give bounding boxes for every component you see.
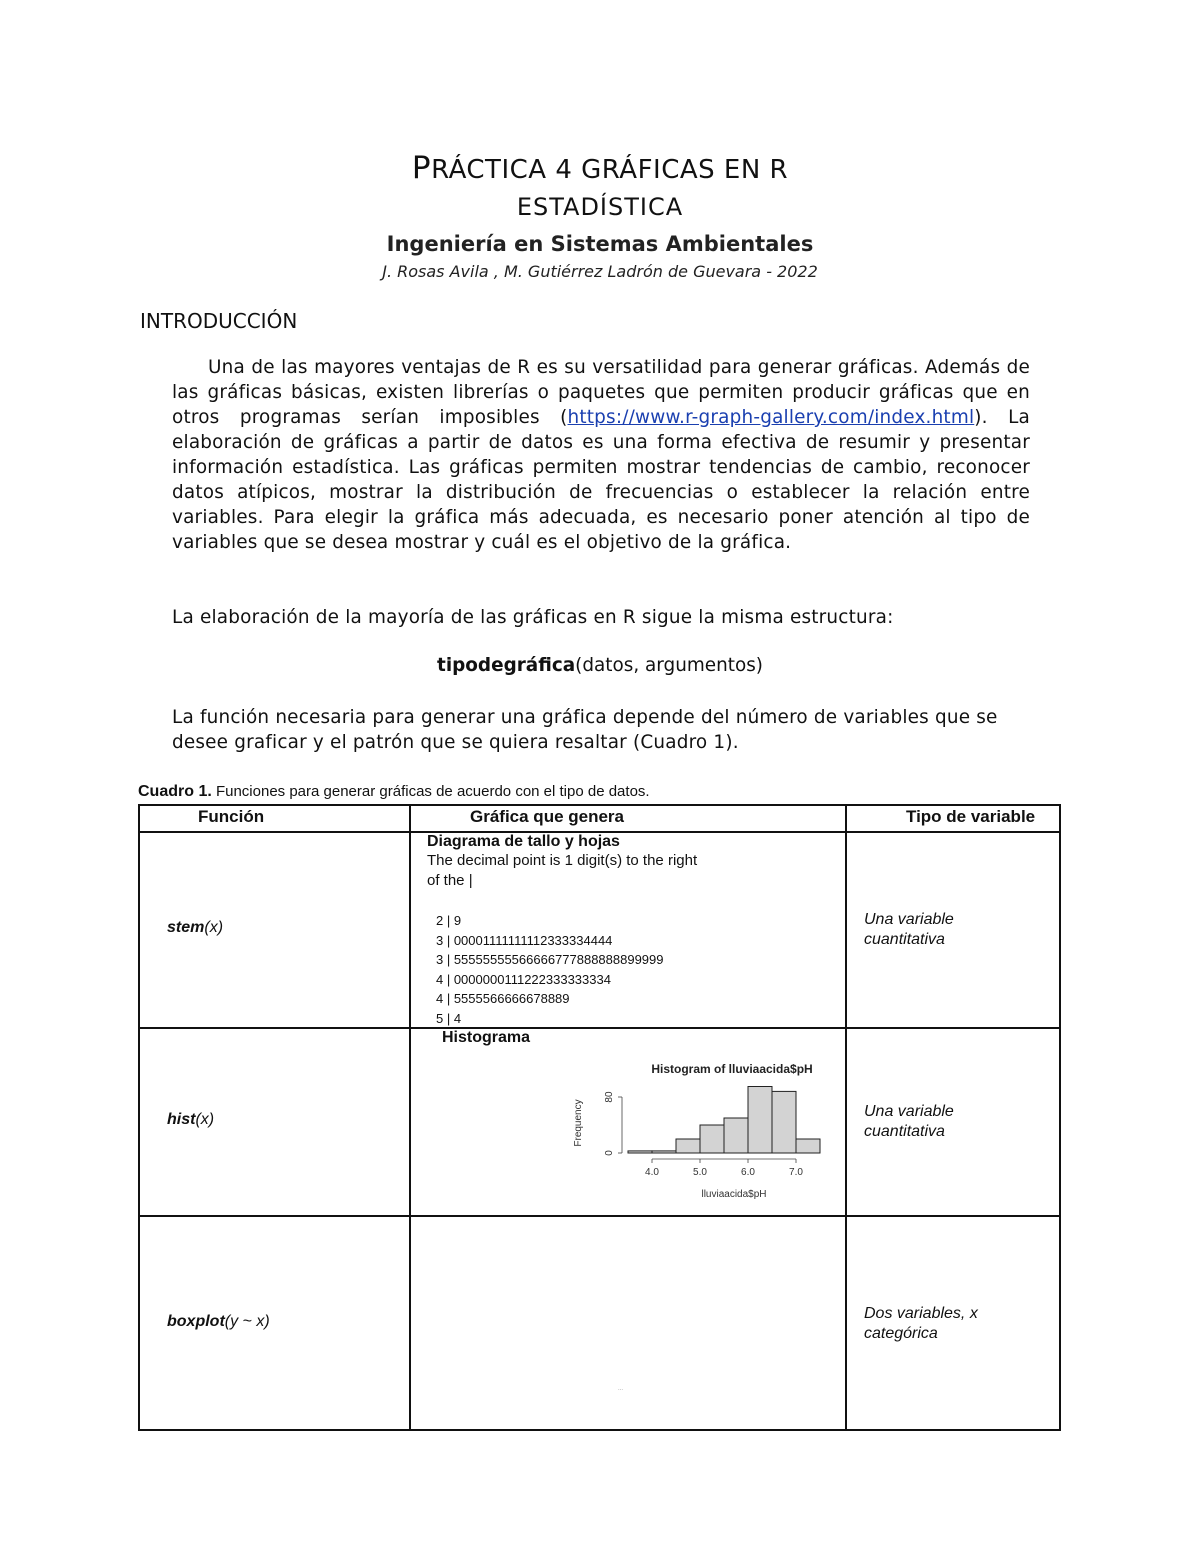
gallery-link[interactable]: https://www.r-graph-gallery.com/index.html bbox=[567, 407, 975, 428]
tipo-line: Una variable bbox=[864, 1103, 954, 1120]
authors-line: J. Rosas Avila , M. Gutiérrez Ladrón de Guevara - 2022 bbox=[382, 262, 818, 281]
functions-table bbox=[138, 804, 1061, 1431]
histogram-bar bbox=[772, 1091, 796, 1153]
function-boxplot bbox=[167, 1313, 270, 1331]
title-part: RÁCTICA 4 G bbox=[431, 155, 602, 185]
function-args: (y ~ x) bbox=[224, 1313, 270, 1330]
x-tick-label: 5.0 bbox=[693, 1167, 707, 1178]
structure-sentence: La elaboración de la mayoría de las gráficas en R sigue la misma estructura: bbox=[172, 607, 894, 628]
tipo-line: cuantitativa bbox=[864, 931, 945, 948]
header-funcion: Función bbox=[198, 807, 265, 826]
stem-graph-title: Diagrama de tallo y hojas bbox=[427, 833, 620, 850]
chart-bars bbox=[628, 1087, 820, 1154]
program-name: Ingeniería en Sistemas Ambientales bbox=[386, 232, 814, 256]
function-args: (x) bbox=[204, 919, 224, 936]
tipo-boxplot bbox=[864, 1304, 978, 1344]
y-tick-label: 0 bbox=[604, 1150, 615, 1156]
stem-line: 2 | 9 bbox=[436, 913, 462, 928]
stem-line: 4 | 0000000111222333333334 bbox=[436, 971, 611, 987]
histogram-bar bbox=[652, 1151, 676, 1153]
stem-note-line: The decimal point is 1 digit(s) to the right bbox=[427, 852, 698, 869]
header-tipo: Tipo de variable bbox=[906, 807, 1036, 826]
chart-ylabel: Frequency bbox=[573, 1099, 584, 1147]
tipo-line: categórica bbox=[864, 1325, 938, 1342]
stem-note bbox=[427, 851, 697, 891]
formula-function: tipodegráfica bbox=[437, 655, 576, 676]
histogram-bar bbox=[676, 1139, 700, 1153]
histogram-bar bbox=[748, 1087, 772, 1154]
histogram-bar bbox=[700, 1125, 724, 1153]
x-tick-label: 4.0 bbox=[645, 1167, 659, 1178]
stem-leaf-display bbox=[436, 911, 664, 1029]
header-grafica: Gráfica que genera bbox=[470, 807, 625, 826]
title-part: RÁFICAS EN R bbox=[601, 155, 789, 185]
document-title bbox=[0, 150, 1200, 186]
caption-label: Cuadro 1. bbox=[138, 783, 212, 800]
tipo-line: cuantitativa bbox=[864, 1123, 945, 1140]
intro-text: Una de las mayores ventajas de R es su versatilidad para generar gráficas. Además de las gráficas básicas, existen librerías o paquetes que permiten producir gráficas que en otros programas serían imposibles ( bbox=[172, 357, 1030, 428]
stem-line: 3 | 00001111111112333334444 bbox=[436, 932, 613, 948]
column-divider bbox=[845, 806, 847, 1429]
section-heading: INTRODUCCIÓN bbox=[140, 309, 298, 333]
title-part: P bbox=[411, 150, 432, 186]
histogram-bar bbox=[628, 1151, 652, 1153]
stem-line: 4 | 5555566666678889 bbox=[436, 991, 570, 1007]
function-args: (x) bbox=[195, 1111, 215, 1128]
tipo-line: Dos variables, x bbox=[864, 1305, 978, 1322]
document-subtitle: ESTADÍSTICA bbox=[516, 193, 684, 221]
tipo-hist bbox=[864, 1102, 954, 1142]
row-divider bbox=[140, 1215, 1059, 1217]
column-divider bbox=[409, 806, 411, 1429]
formula-args: (datos, argumentos) bbox=[575, 655, 763, 676]
function-name: stem bbox=[167, 919, 205, 936]
tipo-line: Una variable bbox=[864, 911, 954, 928]
histogram-chart bbox=[564, 1053, 834, 1208]
chart-xlabel: lluviaacida$pH bbox=[701, 1189, 767, 1200]
histogram-bar bbox=[724, 1118, 748, 1153]
function-name: hist bbox=[167, 1111, 196, 1128]
stem-line: 3 | 55555555566666777888888899999 bbox=[436, 952, 664, 968]
tipo-stem bbox=[864, 910, 954, 950]
stem-note-line: of the | bbox=[427, 872, 473, 889]
hist-graph-title: Histograma bbox=[442, 1029, 531, 1046]
caption-text: Funciones para generar gráficas de acuerdo con el tipo de datos. bbox=[211, 783, 650, 800]
function-stem bbox=[167, 919, 223, 937]
needs-paragraph: La función necesaria para generar una gráfica depende del número de variables que se desee graficar y el patrón que se quiera resaltar (Cuadro 1). bbox=[172, 707, 998, 753]
function-name: boxplot bbox=[167, 1313, 225, 1330]
table-caption bbox=[138, 783, 650, 801]
y-tick-label: 80 bbox=[604, 1091, 615, 1103]
x-tick-label: 6.0 bbox=[741, 1167, 755, 1178]
formula-line bbox=[0, 655, 1200, 676]
stem-line: 5 | 4 bbox=[436, 1010, 462, 1026]
histogram-bar bbox=[796, 1139, 820, 1153]
function-hist bbox=[167, 1111, 214, 1129]
chart-title: Histogram of lluviaacida$pH bbox=[651, 1062, 813, 1076]
x-tick-label: 7.0 bbox=[789, 1167, 803, 1178]
intro-paragraph bbox=[172, 355, 1030, 555]
boxplot-faint-label: ... bbox=[618, 1386, 624, 1392]
intro-text: ). La elaboración de gráficas a partir de datos es una forma efectiva de resumir y presentar información estadística. Las gráficas permiten mostrar tendencias de cambio, reconocer datos atípicos, mostrar la distribución de frecuencias o establecer la relación entre variables. Para elegir la gráfica más adecuada, es necesario poner atención al tipo de variables que se desea mostrar y cuál es el objetivo de la gráfica. bbox=[172, 407, 1030, 553]
